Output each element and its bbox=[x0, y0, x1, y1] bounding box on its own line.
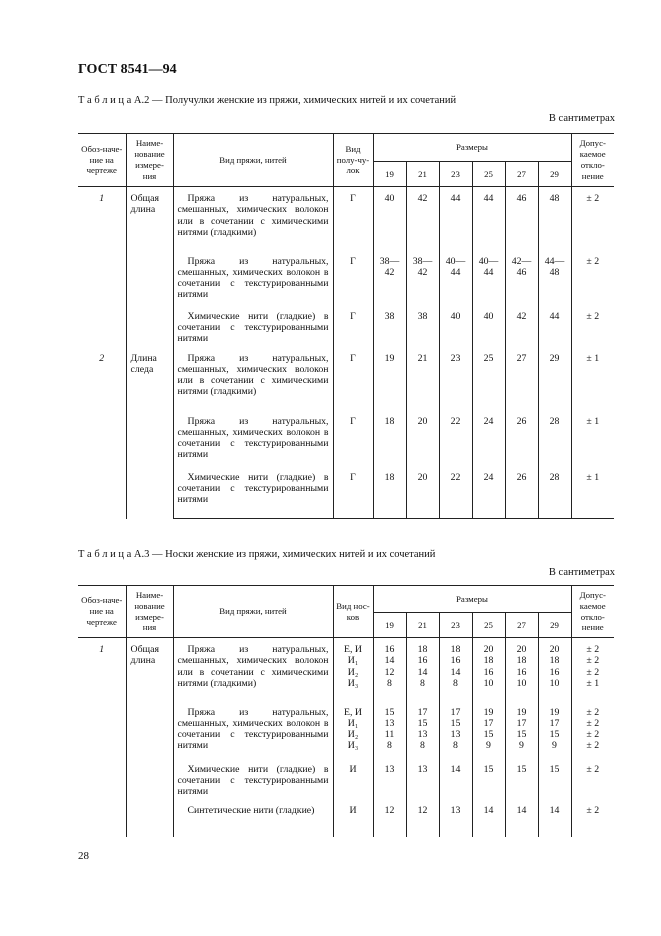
size-value-cell: 20 18 16 10 bbox=[472, 638, 505, 701]
size-value-cell: 40 bbox=[373, 187, 406, 250]
yarn-type-cell: Пряжа из натуральных, смешанных, химических волокон или в сочетании с химическими нитями (гладкими) bbox=[173, 347, 333, 410]
size-value-cell: 40 bbox=[472, 305, 505, 347]
tolerance-cell: ± 1 bbox=[571, 466, 614, 519]
sizes-header: Размеры bbox=[373, 134, 571, 162]
size-value-cell: 25 bbox=[472, 347, 505, 410]
yarn-type-cell: Пряжа из натуральных, смешанных, химических волокон или в сочетании с химическими нитями (гладкими) bbox=[173, 187, 333, 250]
size-value-cell: 28 bbox=[538, 410, 571, 466]
col-kind-header: Вид полу-чу-лок bbox=[333, 134, 373, 187]
kind-cell: Е, И И₁ И₂ И₃ bbox=[333, 701, 373, 758]
tolerance-cell: ± 2 bbox=[586, 763, 600, 775]
size-value-cell: 46 bbox=[505, 187, 538, 250]
size-value-cell: 20 18 16 10 bbox=[538, 638, 571, 701]
size-value-cell: 18 16 14 8 bbox=[406, 638, 439, 701]
size-value-cell: 20 bbox=[406, 466, 439, 519]
tolerance-cell: ± 1 bbox=[586, 352, 600, 364]
kind-cell: Г bbox=[333, 187, 373, 250]
kind-cell: Г bbox=[333, 466, 373, 519]
size-value-cell: 19 17 15 9 bbox=[538, 701, 571, 758]
size-value-cell: 44 bbox=[439, 187, 472, 250]
yarn-type-cell: Пряжа из натуральных, смешанных, химических волокон в сочетании с текстурированными нитями bbox=[173, 250, 333, 305]
measurement-name-cell: Длина следа bbox=[126, 347, 173, 519]
size-value-cell: 38—42 bbox=[373, 250, 406, 305]
size-value-cell: 28 bbox=[538, 466, 571, 519]
kind-cell: И bbox=[333, 799, 373, 837]
table-a2-caption: Т а б л и ц а А.2 — Получулки женские из пряжи, химических нитей и их сочетаний bbox=[78, 95, 457, 106]
tolerance-cell: ± 2 bbox=[586, 193, 600, 204]
tolerance-cell: ± 2 bbox=[586, 255, 600, 267]
table-a3-caption: Т а б л и ц а А.3 — Носки женские из пряжи, химических нитей и их сочетаний bbox=[78, 549, 436, 560]
size-value-cell: 40—44 bbox=[439, 250, 472, 305]
size-header: 23 bbox=[439, 613, 472, 638]
table-a3 bbox=[78, 585, 614, 837]
size-header: 27 bbox=[505, 162, 538, 187]
col-measurement-header: Наиме-нование измере-ния bbox=[126, 134, 173, 187]
size-header: 21 bbox=[406, 613, 439, 638]
tolerance-cell: ± 2 bbox=[586, 804, 600, 816]
kind-cell: Г bbox=[333, 347, 373, 410]
size-value-cell: 13 bbox=[406, 758, 439, 799]
col-kind-header: Вид нос-ков bbox=[333, 586, 373, 638]
size-value-cell: 18 16 14 8 bbox=[439, 638, 472, 701]
size-value-cell: 42 bbox=[505, 305, 538, 347]
size-value-cell: 44 bbox=[472, 187, 505, 250]
col-designation-header: Обоз-наче-ние на чертеже bbox=[78, 586, 126, 638]
size-value-cell: 12 bbox=[406, 799, 439, 837]
size-value-cell: 17 15 13 8 bbox=[439, 701, 472, 758]
tolerance-cell: ± 2 ± 2 ± 2 ± 2 bbox=[586, 706, 600, 752]
size-header: 19 bbox=[373, 162, 406, 187]
table-a2 bbox=[78, 133, 614, 519]
size-value-cell: 42 bbox=[406, 187, 439, 250]
size-value-cell: 18 bbox=[373, 410, 406, 466]
table-row bbox=[78, 638, 614, 701]
size-value-cell: 15 13 11 8 bbox=[373, 701, 406, 758]
yarn-type-cell: Пряжа из натуральных, смешанных, химических волокон в сочетании с текстурированными нитями bbox=[173, 701, 333, 758]
size-value-cell: 38—42 bbox=[406, 250, 439, 305]
table-a3-units: В сантиметрах bbox=[548, 567, 615, 578]
size-value-cell: 14 bbox=[439, 758, 472, 799]
size-header: 25 bbox=[472, 613, 505, 638]
size-value-cell: 15 bbox=[472, 758, 505, 799]
size-value-cell: 40—44 bbox=[472, 250, 505, 305]
yarn-type-cell: Пряжа из натуральных, смешанных, химических волокон или в сочетании с химическими нитями (гладкими) bbox=[173, 638, 333, 701]
yarn-type-cell: Химические нити (гладкие) в сочетании с текстурированными нитями bbox=[173, 305, 333, 347]
tolerance-cell: ± 2 ± 2 ± 2 ± 1 bbox=[586, 644, 600, 689]
designation-cell: 2 bbox=[78, 347, 126, 519]
yarn-type-cell: Синтетические нити (гладкие) bbox=[173, 799, 333, 837]
size-value-cell: 38 bbox=[373, 305, 406, 347]
size-value-cell: 42—46 bbox=[505, 250, 538, 305]
size-value-cell: 40 bbox=[439, 305, 472, 347]
size-value-cell: 48 bbox=[538, 187, 571, 250]
document-header: ГОСТ 8541—94 bbox=[78, 62, 177, 77]
size-value-cell: 19 17 15 9 bbox=[505, 701, 538, 758]
kind-cell: Г bbox=[333, 250, 373, 305]
size-value-cell: 17 15 13 8 bbox=[406, 701, 439, 758]
measurement-name-cell: Общая длина bbox=[126, 187, 173, 347]
size-value-cell: 20 bbox=[406, 410, 439, 466]
tolerance-cell: ± 1 bbox=[586, 415, 600, 427]
yarn-type-cell: Химические нити (гладкие) в сочетании с текстурированными нитями bbox=[173, 466, 333, 519]
size-value-cell: 23 bbox=[439, 347, 472, 410]
size-value-cell: 15 bbox=[505, 758, 538, 799]
size-value-cell: 13 bbox=[439, 799, 472, 837]
yarn-type-cell: Химические нити (гладкие) в сочетании с текстурированными нитями bbox=[173, 758, 333, 799]
size-value-cell: 19 bbox=[373, 347, 406, 410]
size-value-cell: 22 bbox=[439, 410, 472, 466]
col-designation-header: Обоз-наче-ние на чертеже bbox=[78, 134, 126, 187]
size-value-cell: 16 14 12 8 bbox=[373, 638, 406, 701]
kind-cell: Г bbox=[333, 410, 373, 466]
size-value-cell: 24 bbox=[472, 410, 505, 466]
size-header: 29 bbox=[538, 613, 571, 638]
yarn-type-cell: Пряжа из натуральных, смешанных, химических волокон в сочетании с текстурированными нитями bbox=[173, 410, 333, 466]
size-value-cell: 20 18 16 10 bbox=[505, 638, 538, 701]
tolerance-cell: ± 2 bbox=[586, 310, 600, 322]
designation-cell: 1 bbox=[78, 638, 126, 837]
col-measurement-header: Наиме-нование измере-ния bbox=[126, 586, 173, 638]
col-tolerance-header: Допус-каемое откло-нение bbox=[571, 134, 614, 187]
size-header: 25 bbox=[472, 162, 505, 187]
size-value-cell: 38 bbox=[406, 305, 439, 347]
size-value-cell: 26 bbox=[505, 410, 538, 466]
size-value-cell: 21 bbox=[406, 347, 439, 410]
size-header: 21 bbox=[406, 162, 439, 187]
table-a2-units: В сантиметрах bbox=[548, 113, 615, 124]
size-value-cell: 13 bbox=[373, 758, 406, 799]
measurement-name-cell: Общая длина bbox=[126, 638, 173, 837]
size-value-cell: 18 bbox=[373, 466, 406, 519]
size-value-cell: 14 bbox=[538, 799, 571, 837]
size-value-cell: 27 bbox=[505, 347, 538, 410]
table-row bbox=[78, 187, 614, 250]
size-header: 23 bbox=[439, 162, 472, 187]
kind-cell: И bbox=[333, 758, 373, 799]
size-value-cell: 26 bbox=[505, 466, 538, 519]
size-value-cell: 12 bbox=[373, 799, 406, 837]
size-value-cell: 24 bbox=[472, 466, 505, 519]
size-value-cell: 22 bbox=[439, 466, 472, 519]
kind-cell: Е, И И₁ И₂ И₃ bbox=[333, 638, 373, 701]
size-value-cell: 15 bbox=[538, 758, 571, 799]
designation-cell: 1 bbox=[78, 187, 126, 347]
table-row bbox=[78, 347, 614, 410]
size-header: 19 bbox=[373, 613, 406, 638]
size-value-cell: 14 bbox=[505, 799, 538, 837]
kind-cell: Г bbox=[333, 305, 373, 347]
page-number: 28 bbox=[78, 850, 89, 862]
col-tolerance-header: Допус-каемое откло-нение bbox=[571, 586, 614, 638]
size-value-cell: 19 17 15 9 bbox=[472, 701, 505, 758]
col-yarn-header: Вид пряжи, нитей bbox=[173, 586, 333, 638]
size-value-cell: 14 bbox=[472, 799, 505, 837]
size-value-cell: 44—48 bbox=[538, 250, 571, 305]
size-value-cell: 44 bbox=[538, 305, 571, 347]
size-value-cell: 29 bbox=[538, 347, 571, 410]
sizes-header: Размеры bbox=[373, 586, 571, 613]
size-header: 27 bbox=[505, 613, 538, 638]
size-header: 29 bbox=[538, 162, 571, 187]
col-yarn-header: Вид пряжи, нитей bbox=[173, 134, 333, 187]
